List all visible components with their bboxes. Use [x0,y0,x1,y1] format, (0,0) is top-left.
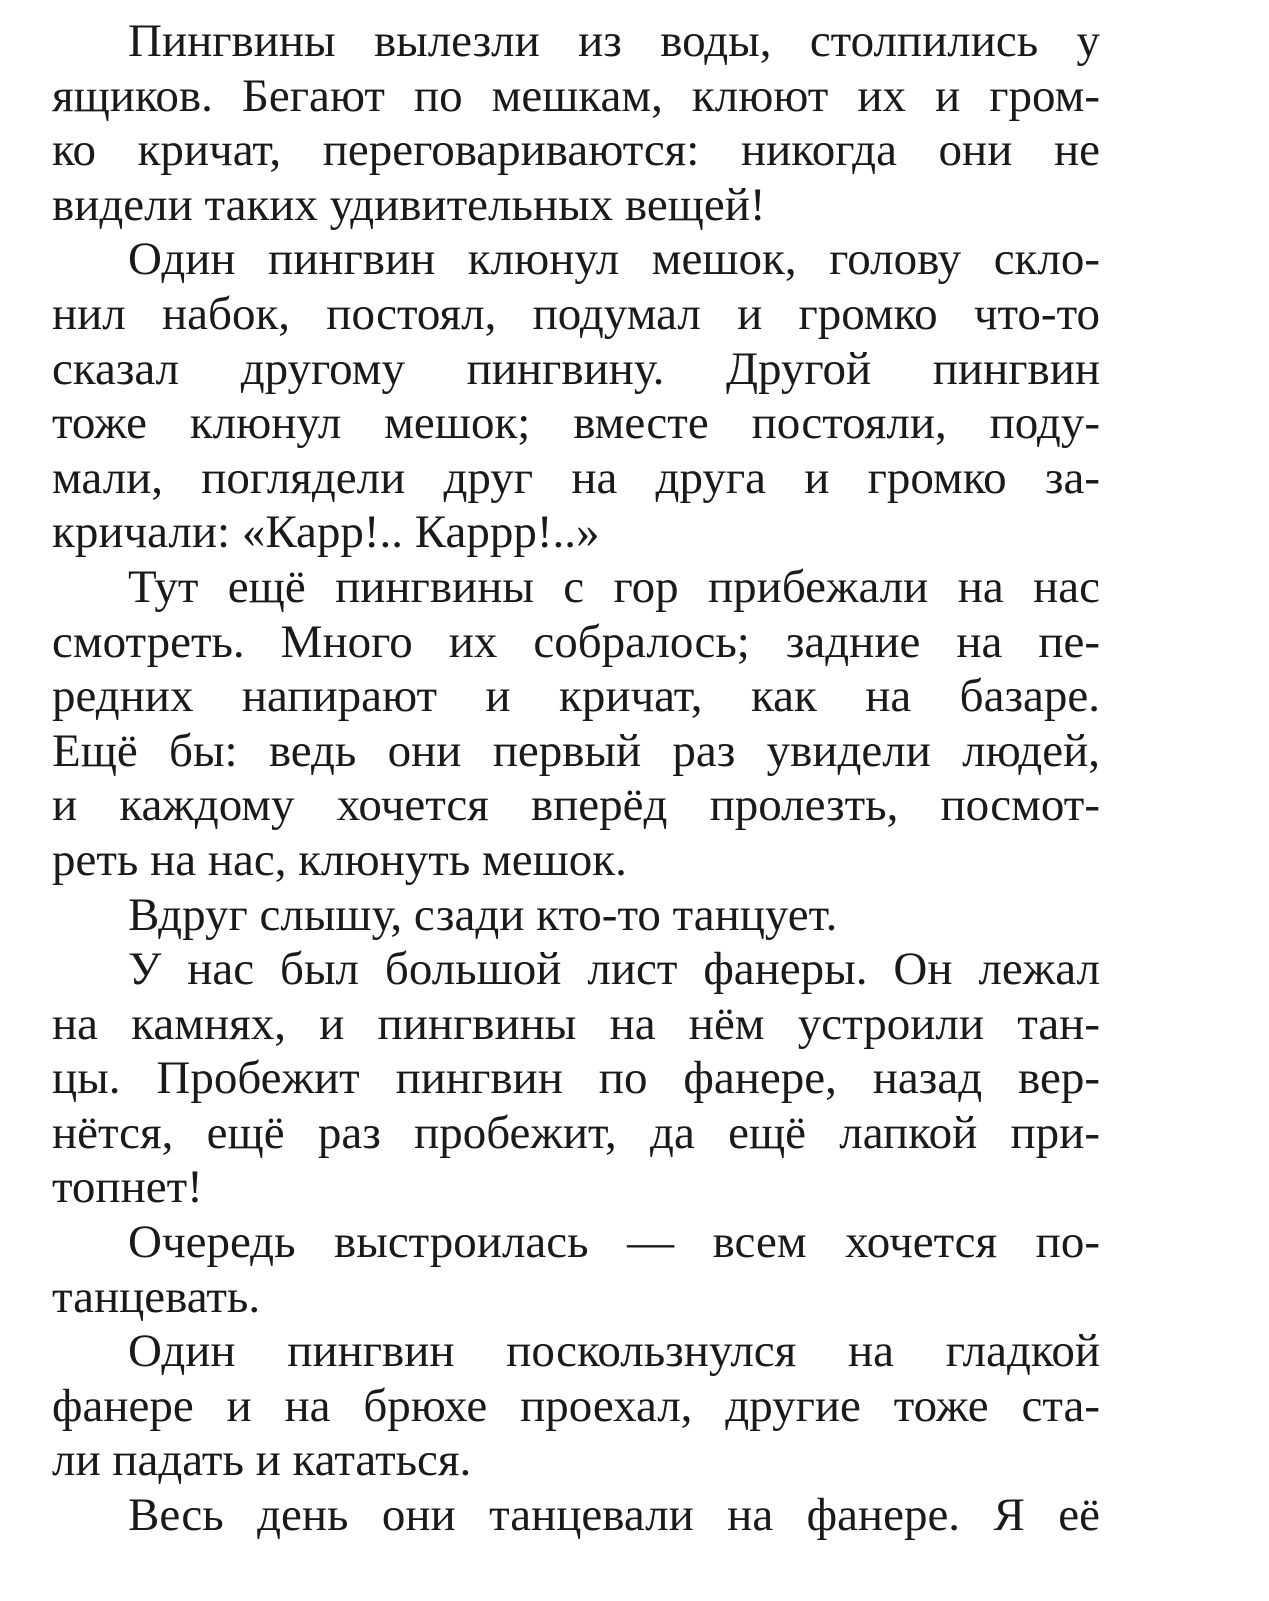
text-line: мали, поглядели друг на друга и громко за- [52,451,1100,504]
text-line: цы. Пробежит пингвин по фанере, назад вер- [52,1052,1100,1105]
text-line: нётся, ещё раз пробежит, да ещё лапкой при- [52,1106,1100,1159]
text-line: ко кричат, переговариваются: никогда они не [52,124,1100,177]
text-line: топнет! [52,1161,203,1214]
text-line: тоже клюнул мешок; вместе постояли, поду- [52,397,1100,450]
text-line: кричали: «Карр!.. Каррр!..» [52,506,600,559]
text-line: Один пингвин поскользнулся на гладкой [128,1325,1100,1378]
text-line: сказал другому пингвину. Другой пингвин [52,342,1100,395]
paragraph-4 [52,888,1100,943]
text-line: Тут ещё пингвины с гор прибежали на нас [128,560,1100,613]
paragraph-1 [52,14,1100,232]
text-line: и каждому хочется вперёд пролезть, посмот- [52,779,1100,832]
text-line: редних напирают и кричат, как на базаре. [52,670,1100,723]
paragraph-7 [52,1324,1100,1488]
paragraph-6 [52,1215,1100,1324]
text-line: Один пингвин клюнул мешок, голову скло- [128,233,1100,286]
text-line: Вдруг слышу, сзади кто-то танцует. [128,888,838,941]
paragraph-3 [52,560,1100,888]
text-line: ли падать и кататься. [52,1434,472,1487]
text-line: видели таких удивительных вещей! [52,178,766,231]
paragraph-2 [52,232,1100,560]
text-line: Пингвины вылезли из воды, столпились у [128,15,1100,67]
text-line: на камнях, и пингвины на нём устроили тан- [52,997,1100,1050]
text-line: фанере и на брюхе проехал, другие тоже ста- [52,1379,1100,1432]
text-line: У нас был большой лист фанеры. Он лежал [128,943,1100,996]
text-line: Ещё бы: ведь они первый раз увидели людей, [52,724,1100,777]
text-line: ящиков. Бегают по мешкам, клюют их и гром- [52,69,1100,122]
text-line: смотреть. Много их собралось; задние на пе- [52,615,1100,668]
text-line: Очередь выстроилась — всем хочется по- [128,1216,1100,1269]
text-line: нил набок, постоял, подумал и громко что-то [52,287,1100,340]
paragraph-5 [52,942,1100,1215]
text-line: танцевать. [52,1270,261,1323]
document-page [52,14,1100,1543]
text-line: реть на нас, клюнуть мешок. [52,833,627,886]
text-line: Весь день они танцевали на фанере. Я её [128,1489,1100,1542]
paragraph-8 [52,1488,1100,1543]
